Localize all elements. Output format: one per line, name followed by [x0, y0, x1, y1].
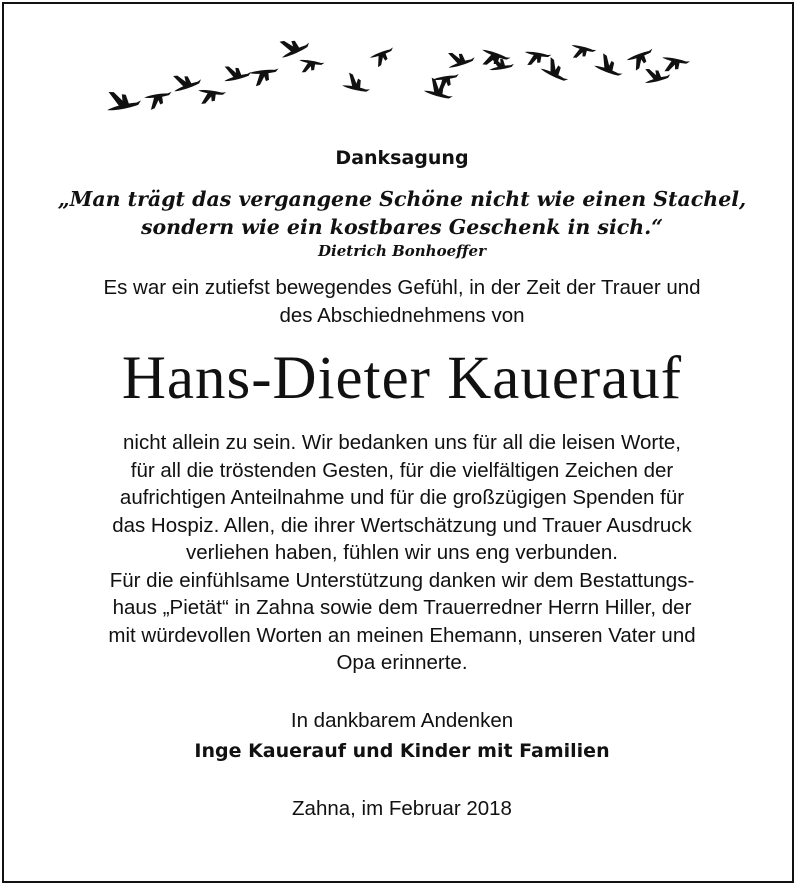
bird-icon: [423, 77, 456, 100]
bird-icon: [342, 72, 373, 93]
intro-line: des Abschiednehmens von: [279, 303, 525, 327]
bird-icon: [196, 88, 226, 107]
bird-icon: [104, 86, 142, 112]
bird-icon: [144, 92, 174, 111]
body-line: mit würdevollen Worten an meinen Ehemann, unseren Vater und: [108, 623, 696, 647]
signers: Inge Kauerauf und Kinder mit Familien: [194, 740, 610, 762]
bird-icon: [540, 55, 574, 82]
body-line: für all die tröstenden Gesten, für die vielfältigen Zeichen der: [130, 458, 674, 482]
bird-icon: [660, 56, 691, 76]
bird-icon: [276, 31, 311, 60]
bird-icon: [642, 63, 672, 84]
notice-frame: [2, 2, 794, 883]
bird-icon: [369, 47, 397, 68]
body-line: verliehen haben, fühlen wir uns eng verbunden.: [186, 541, 618, 564]
intro-line: Es war ein zutiefst bewegendes Gefühl, in der Zeit der Trauer und: [103, 276, 701, 299]
deceased-name: Hans-Dieter Kauerauf: [121, 345, 683, 412]
notice-heading: Danksagung: [335, 147, 469, 169]
closing-text: In dankbarem Andenken: [290, 708, 514, 732]
bird-icon: [169, 67, 202, 93]
bird-icon: [594, 52, 627, 78]
body-line: Für die einfühlsame Unterstützung danken wir dem Bestattungs-: [109, 568, 695, 592]
bird-icon: [569, 43, 597, 63]
bird-icon: [626, 49, 657, 73]
body-line: haus „Pietät“ in Zahna sowie dem Trauerredner Herrn Hiller, der: [112, 596, 692, 619]
quote-author: Dietrich Bonhoeffer: [318, 242, 486, 260]
place-date: Zahna, im Februar 2018: [292, 797, 512, 820]
body-line: das Hospiz. Allen, die ihrer Wertschätzung und Trauer Ausdruck: [112, 513, 692, 537]
notice-content: [4, 145, 800, 823]
bird-icon: [523, 50, 552, 69]
bird-icon: [444, 46, 475, 70]
bird-icon: [249, 68, 280, 86]
bird-icon: [297, 58, 324, 76]
quote-line: „Man trägt das vergangene Schöne nicht wie einen Stachel,: [57, 187, 747, 211]
flying-birds-icon: [4, 4, 800, 134]
body-text: [4, 429, 800, 677]
quote-line: sondern wie ein kostbares Geschenk in sich.“: [140, 215, 664, 239]
body-line: Opa erinnerte.: [336, 651, 468, 674]
body-line: nicht allein zu sein. Wir bedanken uns für all die leisen Worte,: [123, 431, 681, 454]
quote: [4, 185, 800, 241]
bird-icon: [221, 60, 252, 82]
body-line: aufrichtigen Anteilnahme und für die großzügigen Spenden für: [119, 486, 685, 509]
intro-text: [4, 274, 800, 329]
